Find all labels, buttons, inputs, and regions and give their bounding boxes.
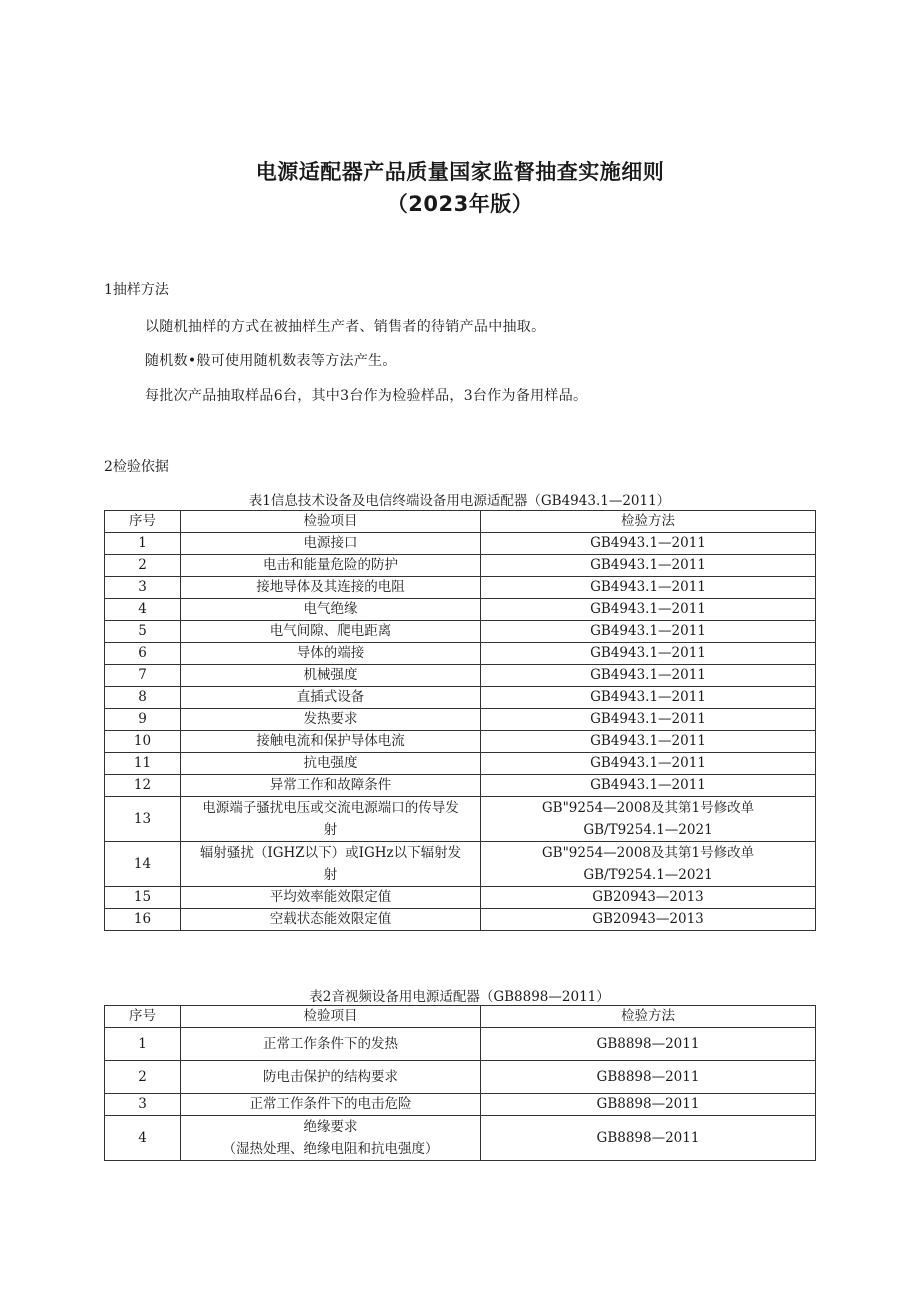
table-row bbox=[105, 842, 816, 887]
cell-method: GB4943.1—2011 bbox=[481, 731, 816, 753]
cell-item: 空载状态能效限定值 bbox=[181, 909, 481, 931]
cell-method: GB4943.1—2011 bbox=[481, 599, 816, 621]
cell-no: 13 bbox=[105, 797, 181, 842]
table-row bbox=[105, 665, 816, 687]
table-row bbox=[105, 909, 816, 931]
cell-no: 5 bbox=[105, 621, 181, 643]
cell-method-line-2: GB/T9254.1—2021 bbox=[583, 867, 713, 883]
cell-item: 发热要求 bbox=[181, 709, 481, 731]
cell-item bbox=[181, 1116, 481, 1161]
cell-item: 机械强度 bbox=[181, 665, 481, 687]
cell-item: 电源接口 bbox=[181, 533, 481, 555]
cell-no: 3 bbox=[105, 1094, 181, 1116]
paragraph-sampling-method: 以随机抽样的方式在被抽样生产者、销售者的待销产品中抽取。 bbox=[145, 319, 546, 335]
cell-method bbox=[481, 797, 816, 842]
cell-method: GB8898—2011 bbox=[481, 1028, 816, 1061]
cell-method: GB4943.1—2011 bbox=[481, 709, 816, 731]
cell-method: GB4943.1—2011 bbox=[481, 687, 816, 709]
header-cell-item: 检验项目 bbox=[181, 511, 481, 533]
table-row bbox=[105, 709, 816, 731]
cell-item-line-1: 电源端子骚扰电压或交流电源端口的传导发 bbox=[202, 800, 459, 816]
header-cell-no: 序号 bbox=[105, 1006, 181, 1028]
cell-method-line-1: GB"9254—2008及其第1号修改单 bbox=[541, 845, 755, 861]
cell-no: 7 bbox=[105, 665, 181, 687]
cell-item: 电气绝缘 bbox=[181, 599, 481, 621]
header-cell-no: 序号 bbox=[105, 511, 181, 533]
section-1-heading: 1抽样方法 bbox=[104, 282, 169, 298]
cell-method-line-1: GB"9254—2008及其第1号修改单 bbox=[541, 800, 755, 816]
cell-item bbox=[181, 797, 481, 842]
cell-item: 导体的端接 bbox=[181, 643, 481, 665]
table-row bbox=[105, 797, 816, 842]
section-2-heading: 2检验依据 bbox=[104, 459, 169, 475]
cell-method-line-2: GB/T9254.1—2021 bbox=[583, 822, 713, 838]
paragraph-random-number: 随机数•般可使用随机数表等方法产生。 bbox=[145, 353, 397, 369]
paragraph-sample-count: 每批次产品抽取样品6台，其中3台作为检验样品，3台作为备用样品。 bbox=[145, 388, 588, 404]
cell-item-line-2: 射 bbox=[323, 867, 338, 883]
document-title: 电源适配器产品质量国家监督抽查实施细则 bbox=[255, 160, 665, 184]
cell-no: 14 bbox=[105, 842, 181, 887]
cell-item: 接触电流和保护导体电流 bbox=[181, 731, 481, 753]
cell-method: GB8898—2011 bbox=[481, 1094, 816, 1116]
cell-method: GB20943—2013 bbox=[481, 887, 816, 909]
document-subtitle-edition: （2023年版） bbox=[386, 192, 534, 216]
cell-item: 平均效率能效限定值 bbox=[181, 887, 481, 909]
table-row bbox=[105, 577, 816, 599]
cell-item-line-2: （湿热处理、绝缘电阻和抗电强度） bbox=[222, 1141, 439, 1157]
cell-item: 接地导体及其连接的电阻 bbox=[181, 577, 481, 599]
cell-item-line-1: 绝缘要求 bbox=[303, 1119, 358, 1135]
table-row bbox=[105, 775, 816, 797]
cell-no: 11 bbox=[105, 753, 181, 775]
table-row bbox=[105, 599, 816, 621]
cell-method: GB8898—2011 bbox=[481, 1116, 816, 1161]
table-row bbox=[105, 1028, 816, 1061]
cell-method: GB4943.1—2011 bbox=[481, 643, 816, 665]
cell-no: 1 bbox=[105, 533, 181, 555]
table-row bbox=[105, 1094, 816, 1116]
table-2-caption: 表2音视频设备用电源适配器（GB8898—2011） bbox=[309, 989, 610, 1005]
cell-no: 6 bbox=[105, 643, 181, 665]
table-1-caption: 表1信息技术设备及电信终端设备用电源适配器（GB4943.1—2011） bbox=[248, 493, 671, 509]
cell-item: 直插式设备 bbox=[181, 687, 481, 709]
table-row bbox=[105, 555, 816, 577]
cell-method: GB4943.1—2011 bbox=[481, 555, 816, 577]
table-row bbox=[105, 753, 816, 775]
cell-item-line-1: 辐射骚扰（IGHZ以下）或IGHz以下辐射发 bbox=[199, 845, 462, 861]
cell-no: 1 bbox=[105, 1028, 181, 1061]
cell-no: 4 bbox=[105, 599, 181, 621]
table-2 bbox=[104, 1005, 816, 1161]
table-row bbox=[105, 533, 816, 555]
cell-item: 电击和能量危险的防护 bbox=[181, 555, 481, 577]
cell-item bbox=[181, 842, 481, 887]
cell-item: 电气间隙、爬电距离 bbox=[181, 621, 481, 643]
cell-method: GB8898—2011 bbox=[481, 1061, 816, 1094]
cell-no: 2 bbox=[105, 555, 181, 577]
cell-method: GB20943—2013 bbox=[481, 909, 816, 931]
header-cell-item: 检验项目 bbox=[181, 1006, 481, 1028]
cell-method: GB4943.1—2011 bbox=[481, 577, 816, 599]
header-cell-method: 检验方法 bbox=[481, 511, 816, 533]
cell-method: GB4943.1—2011 bbox=[481, 753, 816, 775]
cell-no: 15 bbox=[105, 887, 181, 909]
table-row bbox=[105, 731, 816, 753]
cell-no: 12 bbox=[105, 775, 181, 797]
cell-no: 2 bbox=[105, 1061, 181, 1094]
cell-no: 8 bbox=[105, 687, 181, 709]
table-row bbox=[105, 1061, 816, 1094]
table-row bbox=[105, 643, 816, 665]
table-row bbox=[105, 687, 816, 709]
table-header-row bbox=[105, 511, 816, 533]
cell-method: GB4943.1—2011 bbox=[481, 775, 816, 797]
cell-item: 抗电强度 bbox=[181, 753, 481, 775]
cell-item-line-2: 射 bbox=[323, 822, 338, 838]
table-1 bbox=[104, 510, 816, 931]
table-row bbox=[105, 887, 816, 909]
cell-no: 3 bbox=[105, 577, 181, 599]
header-cell-method: 检验方法 bbox=[481, 1006, 816, 1028]
cell-method: GB4943.1—2011 bbox=[481, 533, 816, 555]
table-header-row bbox=[105, 1006, 816, 1028]
cell-item: 正常工作条件下的电击危险 bbox=[181, 1094, 481, 1116]
cell-no: 9 bbox=[105, 709, 181, 731]
cell-no: 4 bbox=[105, 1116, 181, 1161]
cell-item: 异常工作和故障条件 bbox=[181, 775, 481, 797]
cell-no: 16 bbox=[105, 909, 181, 931]
cell-method bbox=[481, 842, 816, 887]
cell-method: GB4943.1—2011 bbox=[481, 665, 816, 687]
table-row bbox=[105, 1116, 816, 1161]
table-row bbox=[105, 621, 816, 643]
cell-item: 正常工作条件下的发热 bbox=[181, 1028, 481, 1061]
cell-method: GB4943.1—2011 bbox=[481, 621, 816, 643]
cell-item: 防电击保护的结构要求 bbox=[181, 1061, 481, 1094]
cell-no: 10 bbox=[105, 731, 181, 753]
